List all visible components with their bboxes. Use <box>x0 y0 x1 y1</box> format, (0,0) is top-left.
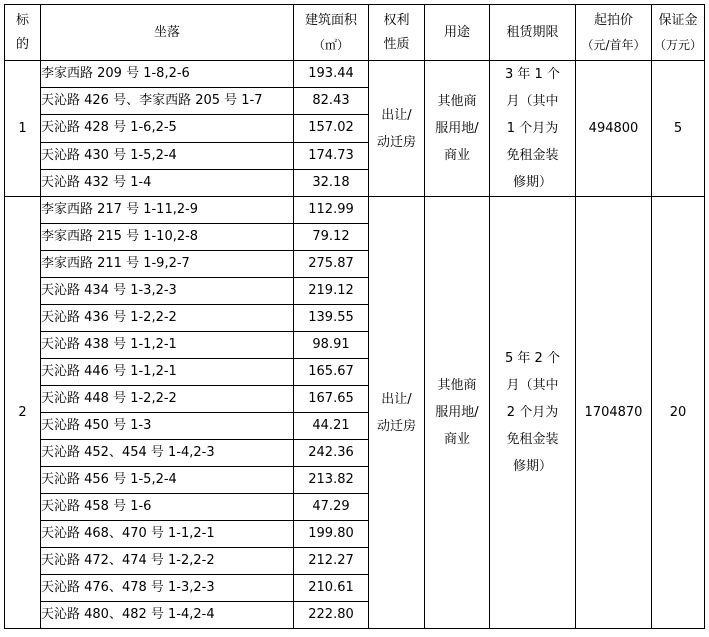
area-cell: 193.44 <box>294 61 369 88</box>
area-cell: 165.67 <box>294 359 369 386</box>
area-cell: 213.82 <box>294 467 369 494</box>
start-price-cell: 1704870 <box>576 197 652 629</box>
location-cell: 天沁路 472、474 号 1-2,2-2 <box>41 548 294 575</box>
area-cell: 157.02 <box>294 115 369 142</box>
lease-cell-line: 3 年 1 个 <box>505 67 560 82</box>
area-cell: 212.27 <box>294 548 369 575</box>
location-cell: 李家西路 215 号 1-10,2-8 <box>41 224 294 251</box>
location-cell: 天沁路 446 号 1-1,2-1 <box>41 359 294 386</box>
rights-cell <box>369 197 425 629</box>
area-cell: 275.87 <box>294 251 369 278</box>
area-cell: 47.29 <box>294 494 369 521</box>
rights-cell <box>369 61 425 197</box>
area-cell: 174.73 <box>294 142 369 169</box>
location-cell: 天沁路 456 号 1-5,2-4 <box>41 467 294 494</box>
location-cell: 天沁路 448 号 1-2,2-2 <box>41 386 294 413</box>
header-rights-line2: 性质 <box>383 36 410 52</box>
table-body <box>5 61 705 629</box>
area-cell: 222.80 <box>294 602 369 629</box>
header-location-label: 坐落 <box>153 24 180 40</box>
location-cell: 天沁路 452、454 号 1-4,2-3 <box>41 440 294 467</box>
lease-cell-line: 5 年 2 个 <box>505 351 560 366</box>
lease-cell-line: 1 个月为 <box>506 121 559 136</box>
lease-cell-line: 免租金装 <box>506 148 559 163</box>
location-cell: 李家西路 209 号 1-8,2-6 <box>41 61 294 88</box>
lease-cell-line: 修期） <box>512 459 552 474</box>
location-cell: 天沁路 480、482 号 1-4,2-4 <box>41 602 294 629</box>
location-cell: 天沁路 458 号 1-6 <box>41 494 294 521</box>
area-cell: 82.43 <box>294 88 369 115</box>
table-row <box>5 61 705 88</box>
start-price-cell: 494800 <box>576 61 652 197</box>
area-cell: 139.55 <box>294 305 369 332</box>
usage-cell-line: 其他商 <box>437 378 477 393</box>
usage-cell-line: 商业 <box>443 148 470 163</box>
usage-cell <box>425 197 490 629</box>
table-row <box>5 197 705 224</box>
header-lot-line1: 标 <box>15 12 29 28</box>
area-cell: 199.80 <box>294 521 369 548</box>
header-area-unit: （㎡） <box>312 37 349 52</box>
lease-cell-line: 免租金装 <box>506 432 559 447</box>
usage-cell-line: 商业 <box>443 432 470 447</box>
location-cell: 天沁路 450 号 1-3 <box>41 413 294 440</box>
area-cell: 32.18 <box>294 169 369 196</box>
header-row <box>5 5 705 61</box>
header-start-price-unit: （元/首年） <box>581 37 646 52</box>
rights-cell-line: 出让/ <box>381 107 412 123</box>
location-cell: 天沁路 434 号 1-3,2-3 <box>41 278 294 305</box>
area-cell: 210.61 <box>294 575 369 602</box>
area-cell: 242.36 <box>294 440 369 467</box>
area-cell: 219.12 <box>294 278 369 305</box>
auction-table <box>4 4 705 629</box>
location-cell: 李家西路 217 号 1-11,2-9 <box>41 197 294 224</box>
deposit-cell: 5 <box>652 61 705 197</box>
header-start-price <box>576 5 652 61</box>
location-cell: 天沁路 476、478 号 1-3,2-3 <box>41 575 294 602</box>
area-cell: 79.12 <box>294 224 369 251</box>
usage-cell <box>425 61 490 197</box>
header-rights-line1: 权利 <box>383 12 410 28</box>
location-cell: 天沁路 428 号 1-6,2-5 <box>41 115 294 142</box>
header-location <box>41 5 294 61</box>
header-lease-label: 租赁期限 <box>506 24 559 40</box>
header-usage-label: 用途 <box>443 24 470 40</box>
lease-cell <box>490 61 576 197</box>
location-cell: 天沁路 436 号 1-2,2-2 <box>41 305 294 332</box>
header-lot <box>5 5 41 61</box>
deposit-cell: 20 <box>652 197 705 629</box>
lease-cell-line: 月（其中 <box>506 94 559 109</box>
location-cell: 天沁路 468、470 号 1-1,2-1 <box>41 521 294 548</box>
header-deposit <box>652 5 705 61</box>
header-lease <box>490 5 576 61</box>
lot-number-cell: 2 <box>5 197 41 629</box>
rights-cell-line: 动迁房 <box>376 418 416 434</box>
header-area <box>294 5 369 61</box>
usage-cell-line: 其他商 <box>437 94 477 109</box>
header-deposit-unit: （万元） <box>653 37 702 52</box>
usage-cell-line: 服用地/ <box>435 405 479 420</box>
header-start-price-label: 起拍价 <box>593 12 633 28</box>
usage-cell-line: 服用地/ <box>435 121 479 136</box>
header-rights <box>369 5 425 61</box>
header-lot-line2: 的 <box>15 36 29 52</box>
lease-cell-line: 2 个月为 <box>506 405 559 420</box>
area-cell: 112.99 <box>294 197 369 224</box>
location-cell: 天沁路 430 号 1-5,2-4 <box>41 142 294 169</box>
location-cell: 李家西路 211 号 1-9,2-7 <box>41 251 294 278</box>
lease-cell-line: 修期） <box>512 175 552 190</box>
location-cell: 天沁路 432 号 1-4 <box>41 169 294 196</box>
lot-number-cell: 1 <box>5 61 41 197</box>
area-cell: 98.91 <box>294 332 369 359</box>
location-cell: 天沁路 426 号、李家西路 205 号 1-7 <box>41 88 294 115</box>
rights-cell-line: 出让/ <box>381 391 412 407</box>
header-area-label: 建筑面积 <box>304 12 357 28</box>
location-cell: 天沁路 438 号 1-1,2-1 <box>41 332 294 359</box>
rights-cell-line: 动迁房 <box>376 134 416 150</box>
header-deposit-label: 保证金 <box>658 12 698 28</box>
lease-cell-line: 月（其中 <box>506 378 559 393</box>
lease-cell <box>490 197 576 629</box>
area-cell: 167.65 <box>294 386 369 413</box>
area-cell: 44.21 <box>294 413 369 440</box>
header-usage <box>425 5 490 61</box>
